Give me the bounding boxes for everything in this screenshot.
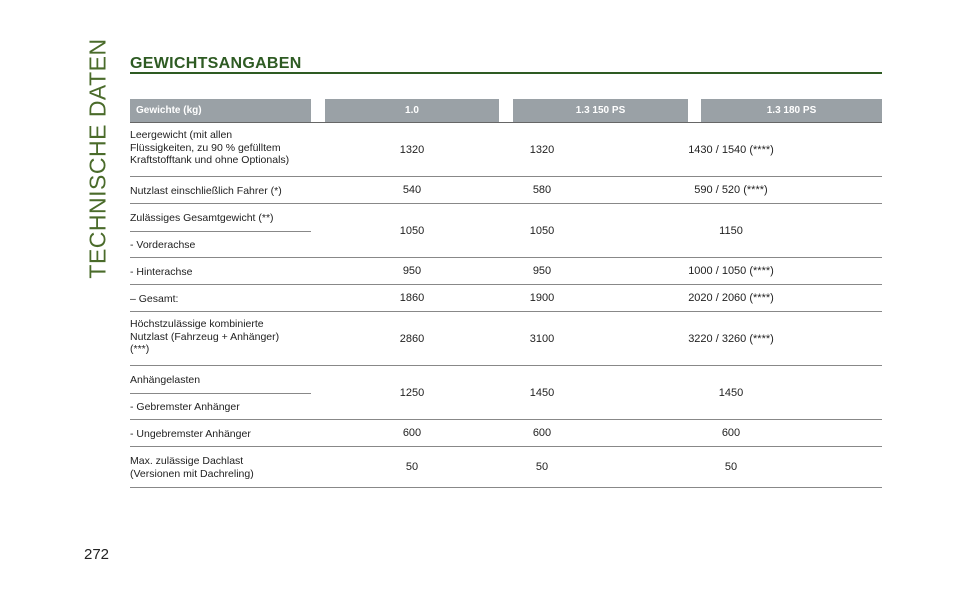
table-row <box>130 123 882 177</box>
row-value: 600 <box>721 427 741 439</box>
row-value: 600 <box>532 427 552 439</box>
row-label: Max. zulässige Dachlast (Versionen mit Dachreling) <box>130 455 254 480</box>
table-header <box>130 99 882 122</box>
row-label: Höchstzulässige kombinierte Nutzlast (Fahrzeug + Anhänger) (***) <box>130 318 280 355</box>
row-value: 1000 / 1050 (****) <box>688 265 774 277</box>
row-value: 580 <box>532 184 552 196</box>
row-label: Leergewicht (mit allen Flüssigkeiten, zu 90 % gefülltem Kraftstofftank und ohne Optionals) <box>130 129 290 166</box>
subrow-rule <box>130 231 311 232</box>
row-value: 50 <box>724 461 738 473</box>
row-value: 1320 <box>399 143 425 156</box>
table-row <box>130 204 882 258</box>
row-value: 50 <box>535 461 549 473</box>
side-title-text: TECHNISCHE DATEN <box>84 37 111 279</box>
header-1-0: 1.0 <box>325 99 499 122</box>
row-value: 1050 <box>529 224 555 237</box>
row-value: 1450 <box>718 386 744 399</box>
row-value: 1150 <box>719 224 743 237</box>
table-row <box>130 447 882 488</box>
row-value: 950 <box>532 265 552 277</box>
row-value: 2020 / 2060 (****) <box>688 292 774 304</box>
row-value: 950 <box>402 265 422 277</box>
row-sublabel: - Vorderachse <box>130 239 196 251</box>
title-rule <box>130 72 882 74</box>
row-value: 540 <box>402 184 422 196</box>
header-weights: Gewichte (kg) <box>130 99 311 122</box>
table-row <box>130 258 882 285</box>
table-row <box>130 177 882 204</box>
weights-table <box>130 99 882 488</box>
table-row <box>130 285 882 312</box>
table-row <box>130 366 882 420</box>
table-row <box>130 312 882 366</box>
row-value: 2860 <box>399 332 425 345</box>
row-value: 1900 <box>529 292 555 304</box>
row-value: 1450 <box>529 386 555 399</box>
row-label: Zulässiges Gesamtgewicht (**) <box>130 212 274 224</box>
row-value: 3100 <box>529 332 555 345</box>
table-row <box>130 420 882 447</box>
side-title <box>78 37 118 279</box>
row-value: 1430 / 1540 (****) <box>688 143 774 156</box>
row-label: - Hinterachse <box>130 266 193 278</box>
row-label: Nutzlast einschließlich Fahrer (*) <box>130 185 282 197</box>
row-value: 3220 / 3260 (****) <box>688 332 774 345</box>
row-value: 1860 <box>399 292 425 304</box>
row-sublabel: - Gebremster Anhänger <box>130 401 240 413</box>
row-value: 600 <box>402 427 422 439</box>
row-label: Anhängelasten <box>130 374 201 386</box>
page-number: 272 <box>84 546 110 563</box>
row-value: 1050 <box>399 224 425 237</box>
row-label: - Ungebremster Anhänger <box>130 428 251 440</box>
row-value: 1320 <box>529 143 555 156</box>
row-value: 50 <box>405 461 419 473</box>
row-value: 590 / 520 (****) <box>694 184 768 196</box>
header-1-3-180: 1.3 180 PS <box>701 99 882 122</box>
table-body <box>130 123 882 488</box>
header-1-3-150: 1.3 150 PS <box>513 99 688 122</box>
section-title: GEWICHTSANGABEN <box>130 55 302 72</box>
row-value: 1250 <box>399 386 425 399</box>
row-label: – Gesamt: <box>130 293 179 305</box>
subrow-rule <box>130 393 311 394</box>
